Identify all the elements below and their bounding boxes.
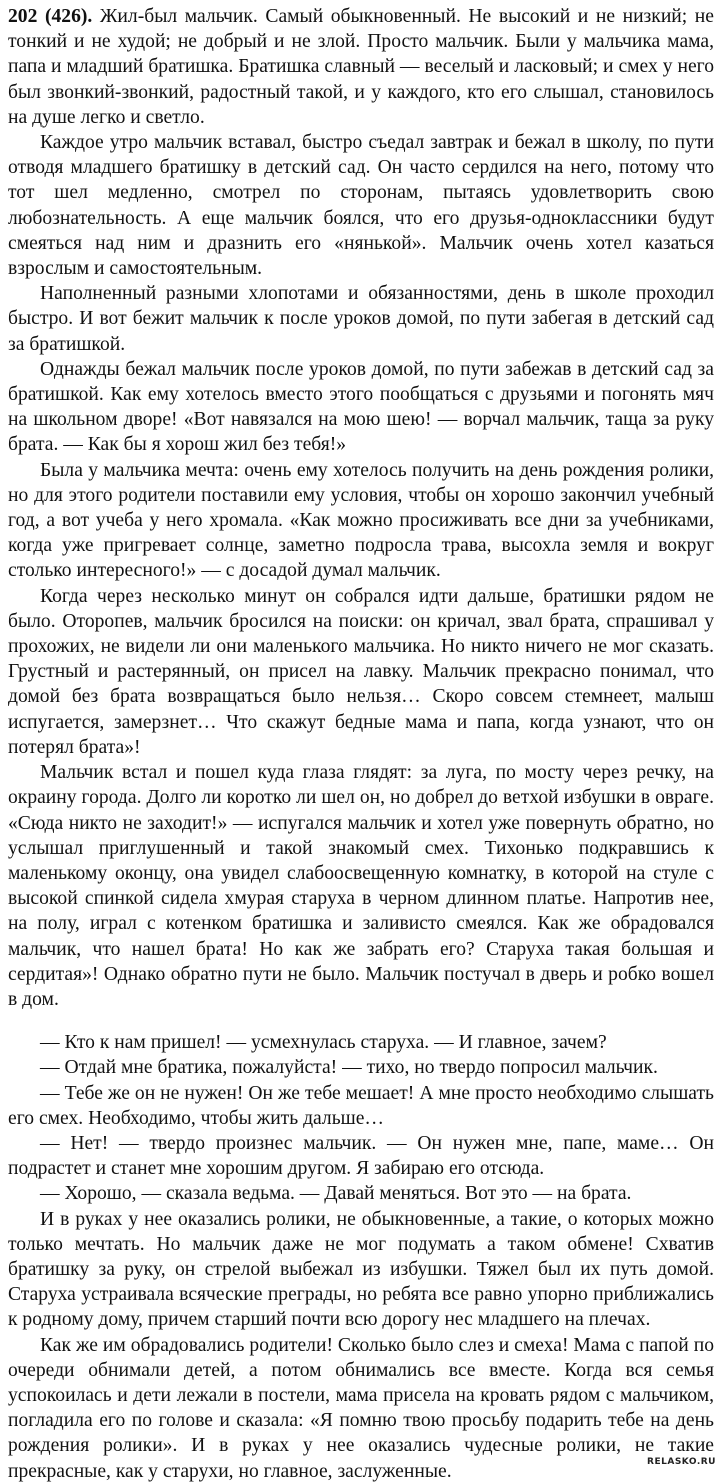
- paragraph-1: [8, 4, 714, 130]
- paragraph-5: Была у мальчика мечта: очень ему хотелось получить на день рождения ролики, но для этого родители поставили ему условия, чтобы он хорошо закончил учебный год, а вот учеба у него хромала. «Как можно просиживать все дни за учебниками, когда уже пригревает солнце, заметно подросла трава, высохла земля и вокруг столько интересного!» — с досадой думал мальчик.: [8, 459, 714, 582]
- paragraph-1-text: Жил-был мальчик. Самый обыкновенный. Не высокий и не низкий; не тонкий и не худой; не добрый и не злой. Просто мальчик. Были у мальчика мама, папа и младший братишка. Братишка славный — веселый и ласковый; и смех у него был звонкий-звонкий, радостный такой, и у каждого, кто его слышал, становилось на душе легко и светло.: [8, 6, 714, 128]
- paragraph-3: Наполненный разными хлопотами и обязанностями, день в школе проходил быстро. И вот бежит мальчик к после уроков домой, по пути забегая в детский сад за братишкой.: [8, 283, 714, 355]
- exercise-text: [8, 4, 714, 1484]
- paragraph-2: Каждое утро мальчик вставал, быстро съедал завтрак и бежал в школу, по пути отводя младшего братишку в детский сад. Он часто сердился на него, потому что тот шел медленно, смотрел по сторонам, пытаясь удовлетворить свою любознательность. А еще мальчик боялся, что его друзья-одноклассники будут смеяться над ним и дразнить его «нянькой». Мальчик очень хотел казаться взрослым и самостоятельным.: [8, 132, 714, 280]
- dialogue-line-1: — Кто к нам пришел! — усмехнулась старуха. — И главное, зачем?: [40, 1032, 607, 1054]
- paragraph-9: Как же им обрадовались родители! Сколько было слез и смеха! Мама с папой по очереди обнимали детей, а потом обнимались все вместе. Когда вся семья успокоилась и дети лежали в постели, мама присела на кровать рядом с мальчиком, погладила его по голове и сказала: «Я помню твою просьбу подарить тебе на день рождения ролики». И в руках у нее оказались чудесные ролики, не такие прекрасные, как у старухи, но главное, заслуженные.: [8, 1334, 714, 1482]
- dialogue-line-5: — Хорошо, — сказала ведьма. — Давай меняться. Вот это — на брата.: [40, 1183, 632, 1205]
- dialogue-line-3: — Тебе же он не нужен! Он же тебе мешает! А мне просто необходимо слышать его смех. Необходимо, чтобы жить дальше…: [8, 1082, 714, 1129]
- dialogue-line-4: — Нет! — твердо произнес мальчик. — Он нужен мне, папе, маме… Он подрастет и станет мне хорошим другом. Я забираю его отсюда.: [8, 1132, 714, 1180]
- section-gap: [8, 1012, 714, 1030]
- dialogue-line-2: — Отдай мне братика, пожалуйста! — тихо, но твердо попросил мальчик.: [40, 1057, 658, 1079]
- exercise-number: 202 (426).: [8, 6, 93, 27]
- paragraph-4: Однажды бежал мальчик после уроков домой, по пути забежав в детский сад за братишкой. Как ему хотелось вместо этого пообщаться с друзьями и погонять мяч на школьном дворе! «Вот навязался на мою шею! — ворчал мальчик, таща за руку брата. — Как бы я хорош жил без тебя!»: [8, 358, 714, 456]
- watermark: RELASKO.RU: [647, 1457, 716, 1467]
- paragraph-7: Мальчик встал и пошел куда глаза глядят: за луга, по мосту через речку, на окраину города. Долго ли коротко ли шел он, но добрел до ветхой избушки в овраге. «Сюда никто не заходит!» — испугался мальчик и хотел уже повернуть обратно, но услышал приглушенный и такой знакомый смех. Тихонько подкравшись к маленькому оконцу, она увидел слабоосвещенную комнатку, в которой на стуле с высокой спинкой сидела хмурая старуха в черном длинном платье. Напротив нее, на полу, играл с котенком братишка и заливисто смеялся. Как же обрадовался мальчик, что нашел брата! Но как же забрать его? Старуха такая большая и сердитая»! Однако обратно пути не было. Мальчик постучал в дверь и робко вошел в дом.: [8, 762, 714, 1010]
- paragraph-6: Когда через несколько минут он собрался идти дальше, братишки рядом не было. Оторопев, мальчик бросился на поиски: он кричал, звал брата, спрашивал у прохожих, не видели ли они маленького мальчика. Но никто ничего не мог сказать. Грустный и растерянный, он присел на лавку. Мальчик прекрасно понимал, что домой без брата возвращаться было нельзя… Скоро совсем стемнеет, малыш испугается, замерзнет… Что скажут бедные мама и папа, когда узнают, что он потерял брата»!: [8, 585, 714, 758]
- paragraph-8: И в руках у нее оказались ролики, не обыкновенные, а такие, о которых можно только мечтать. Но мальчик даже не мог подумать а таком обмене! Схватив братишку за руку, он стрелой выбежал из избушки. Тяжел был их путь домой. Старуха устраивала всяческие преграды, но ребята все равно упорно приближались к родному дому, причем старший почти всю дорогу нес младшего на плечах.: [8, 1208, 714, 1331]
